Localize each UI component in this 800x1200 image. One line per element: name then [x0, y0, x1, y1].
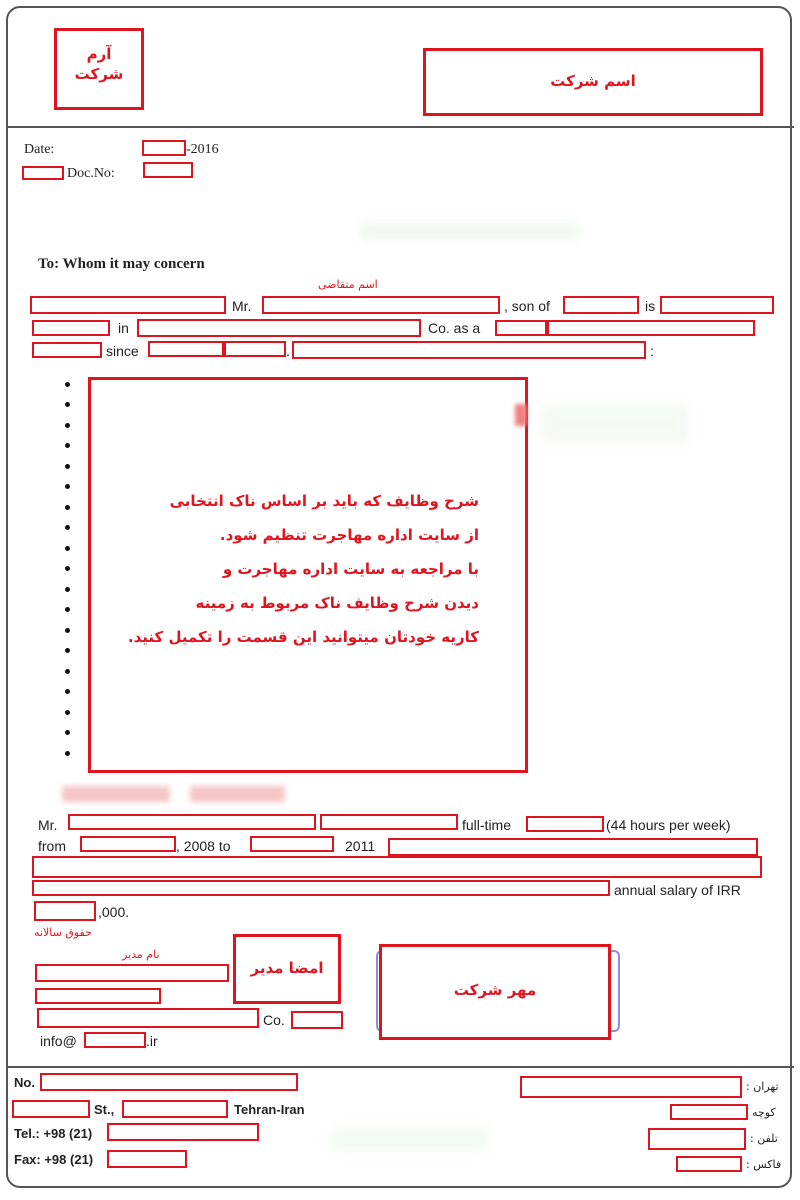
co-suffix-field: [291, 1011, 343, 1029]
since-field-b: [224, 341, 286, 357]
bullet: [65, 607, 70, 612]
footer-no-field: [40, 1073, 298, 1091]
bullet: [65, 710, 70, 715]
bullet: [65, 648, 70, 653]
bullet: [65, 689, 70, 694]
bullet: [65, 628, 70, 633]
salary-note: حقوق سالانه: [34, 926, 92, 939]
company-stamp-box: [379, 944, 611, 1040]
date-label: Date:: [24, 142, 55, 157]
footer-tel-field: [107, 1123, 259, 1141]
footer-phone-field: [648, 1128, 746, 1150]
doc-label: Doc.No:: [67, 166, 115, 181]
footer-alley: کوچه: [752, 1106, 776, 1119]
date-year: -2016: [186, 142, 219, 157]
field-line2-a: [32, 320, 110, 336]
footer-no: No.: [14, 1075, 35, 1090]
field-line1-a: [30, 296, 226, 314]
job-duties-box: [88, 377, 528, 773]
blurred-text: [62, 786, 170, 802]
footer-alley-field: [670, 1104, 748, 1120]
text-mr-2: Mr.: [38, 817, 58, 833]
manager-signature-box: [233, 934, 341, 1004]
employee-name-field: [68, 814, 316, 830]
text-annual-salary: annual salary of IRR: [614, 882, 741, 898]
doc-number-field: [143, 162, 193, 178]
text-from: from: [38, 838, 66, 854]
bullet: [65, 566, 70, 571]
text-co-as-a: Co. as a: [428, 320, 481, 336]
logo-line-2: شرکت: [74, 65, 124, 83]
footer-street-field: [12, 1100, 90, 1118]
duties-line-4: دیدن شرح وظایف ناک مربوط به زمینه: [195, 594, 479, 612]
text-in: in: [118, 320, 129, 336]
manager-name-field: [35, 964, 229, 982]
text-colon: :: [650, 343, 654, 359]
duties-line-3: با مراجعه به سایت اداره مهاجرت و: [222, 560, 479, 578]
footer-tel: Tel.: +98 (21): [14, 1126, 93, 1141]
field-line7: [32, 880, 610, 896]
company-name-box: [423, 48, 763, 116]
duties-line-5: کاریه خودتان میتوانید این قسمت را تکمیل کنید.: [127, 628, 479, 646]
logo-line-1: آرم: [86, 45, 112, 63]
date-field: [142, 140, 186, 156]
manager-signature-label: امضا مدیر: [250, 959, 324, 977]
duties-line-1: شرح وظایف که باید بر اساس ناک انتخابی: [169, 492, 479, 510]
bullet-list: [65, 382, 71, 772]
bullet: [65, 464, 70, 469]
text-son-of: , son of: [504, 298, 550, 314]
footer-phone: تلفن :: [750, 1132, 778, 1145]
job-duties-text: [128, 484, 479, 654]
text-mr: Mr.: [232, 298, 252, 314]
email-suffix: .ir: [146, 1033, 158, 1049]
bullet: [65, 751, 70, 756]
position-field-b: [547, 320, 755, 336]
bullet: [65, 669, 70, 674]
applicant-name-note: اسم متقاضی: [318, 278, 378, 291]
since-field-a: [148, 341, 224, 357]
end-date-field: [250, 836, 334, 852]
manager-title-field: [35, 988, 161, 1004]
bullet: [65, 505, 70, 510]
manager-company-field: [37, 1008, 259, 1028]
company-logo-box: [54, 28, 144, 110]
footer-area-field: [122, 1100, 228, 1118]
bullet: [65, 423, 70, 428]
text-is: is: [645, 298, 656, 314]
field-line5-b: [388, 838, 758, 856]
footer-tehran: تهران :: [746, 1080, 779, 1093]
position-field-a: [495, 320, 547, 336]
start-date-field: [80, 836, 176, 852]
company-stamp-label: مهر شرکت: [453, 981, 537, 999]
footer-fax-field: [107, 1150, 187, 1168]
bullet: [65, 730, 70, 735]
field-line3-a: [32, 342, 102, 358]
bullet: [65, 525, 70, 530]
header-divider: [6, 126, 794, 128]
employee-title-field: [320, 814, 458, 830]
text-full-time: full-time: [462, 817, 512, 833]
text-period: .: [286, 343, 290, 359]
text-co: Co.: [263, 1012, 285, 1028]
bullet: [65, 484, 70, 489]
field-line6: [32, 856, 762, 878]
footer-st: St.,: [94, 1102, 115, 1117]
ink-blot: [515, 404, 527, 426]
footer-fax-fa-field: [676, 1156, 742, 1172]
bullet: [65, 402, 70, 407]
text-2008-to: , 2008 to: [176, 838, 231, 854]
father-name-field: [563, 296, 639, 314]
company-name: اسم شرکت: [550, 72, 636, 90]
bullet: [65, 546, 70, 551]
text-hours: (44 hours per week): [606, 817, 731, 833]
blurred-text: [190, 786, 285, 802]
email-prefix: info@: [40, 1033, 77, 1049]
bullet: [65, 382, 70, 387]
field-line3-b: [292, 341, 646, 359]
bullet: [65, 587, 70, 592]
footer-city: Tehran-Iran: [234, 1102, 305, 1117]
salary-field: [34, 901, 96, 921]
watermark-blur: [330, 1128, 490, 1150]
duties-line-2: از سایت اداره مهاجرت تنظیم شود.: [219, 526, 479, 544]
doc-prefix-field: [22, 166, 64, 180]
greeting: To: Whom it may concern: [38, 256, 205, 272]
company-field: [137, 319, 421, 337]
text-2011: 2011: [345, 838, 376, 854]
employment-type-field: [526, 816, 604, 832]
text-thousands: ,000.: [98, 904, 130, 920]
footer-divider: [6, 1066, 794, 1068]
field-line1-b: [660, 296, 774, 314]
footer-fax: Fax: +98 (21): [14, 1152, 94, 1167]
watermark-blur: [540, 404, 690, 444]
watermark-blur: [360, 222, 580, 240]
footer-tehran-field: [520, 1076, 742, 1098]
text-since: since: [106, 343, 139, 359]
bullet: [65, 443, 70, 448]
manager-name-note: نام مدیر: [122, 948, 160, 961]
footer-fax-fa: فاکس :: [746, 1158, 782, 1171]
applicant-name-field: [262, 296, 500, 314]
email-domain-field: [84, 1032, 146, 1048]
